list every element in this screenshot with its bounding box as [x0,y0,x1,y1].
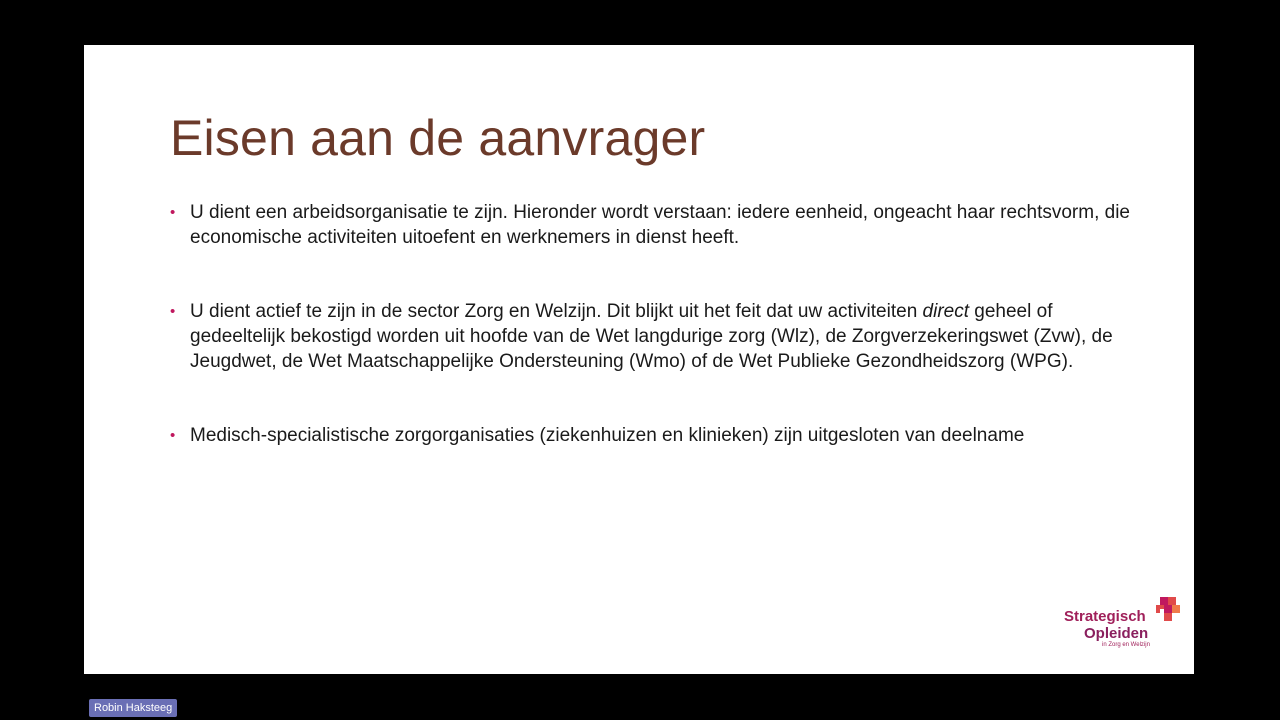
bullet-list [170,200,1130,448]
logo-text-line2: Opleiden [1084,625,1149,642]
bullet-item [170,299,1130,374]
bullet-text: Medisch-specialistische zorgorganisaties (ziekenhuizen en klinieken) zijn uitgesloten van deelname [190,425,1025,446]
presentation-slide [84,45,1194,674]
company-logo [1064,597,1186,653]
bullet-item [170,423,1130,448]
bullet-text-continued: geheel of gedeeltelijk bekostigd worden uit hoofde van de Wet langdurige zorg (Wlz), de Zorgverzekeringswet (Zvw), de Jeugdwet, de Wet Maatschappelijke Ondersteuning (Wmo) of de Wet Publieke Gezondheidszorg (WPG). [190,301,1113,372]
plus-cross-logo-icon [1156,597,1184,625]
logo-subtitle: in Zorg en Welzijn [1102,642,1150,648]
slide-title: Eisen aan de aanvrager [170,110,706,166]
participant-name-tag: Robin Haksteeg [89,699,177,717]
bullet-marker: • [170,303,176,320]
bullet-marker: • [170,427,176,444]
bullet-text: U dient actief te zijn in de sector Zorg en Welzijn. Dit blijkt uit het feit dat uw activiteiten [190,301,923,322]
bullet-item [170,200,1130,250]
bullet-marker: • [170,204,176,221]
bullet-text: U dient een arbeidsorganisatie te zijn. Hieronder wordt verstaan: iedere eenheid, ongeacht haar rechtsvorm, die economische activiteiten uitoefent en werknemers in dienst heeft. [190,202,1130,248]
logo-text-line1: Strategisch [1064,608,1146,625]
bullet-emphasis: direct [922,301,970,322]
